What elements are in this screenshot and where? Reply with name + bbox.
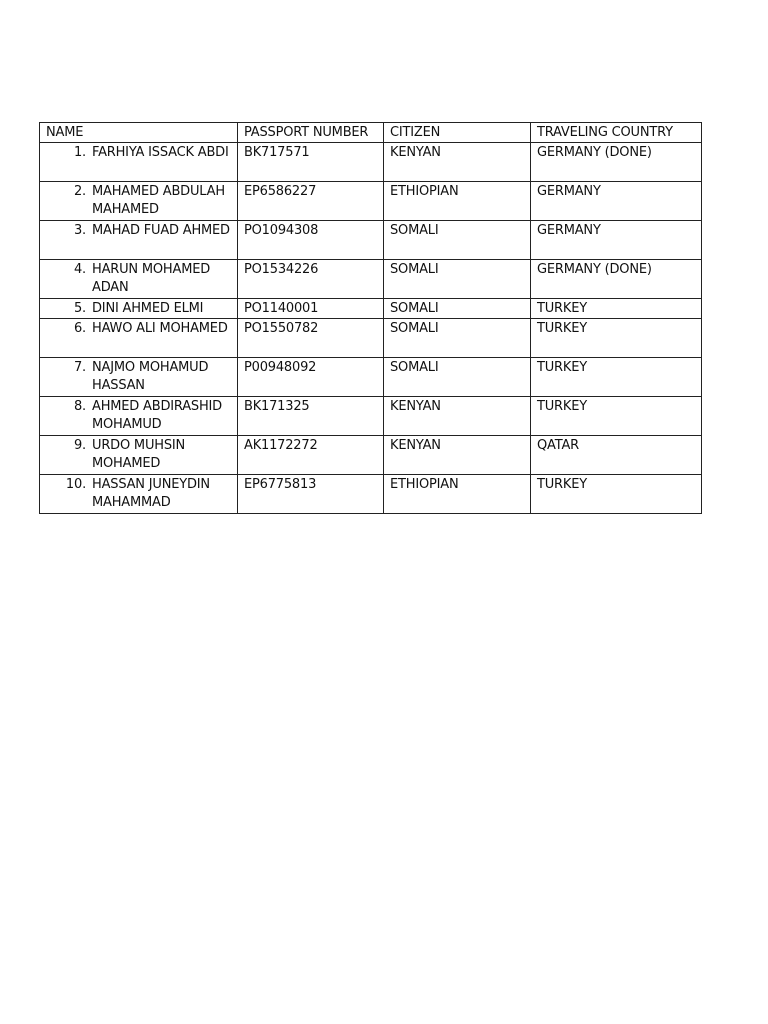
table-row xyxy=(40,143,702,182)
cell-passport: BK717571 xyxy=(238,143,384,182)
traveler-name: MAHAMED ABDULAH MAHAMED xyxy=(92,184,225,217)
cell-passport: EP6586227 xyxy=(238,182,384,221)
cell-name xyxy=(40,475,238,514)
cell-country: GERMANY (DONE) xyxy=(531,143,702,182)
cell-name xyxy=(40,299,238,319)
cell-citizen: SOMALI xyxy=(384,221,531,260)
cell-passport: AK1172272 xyxy=(238,436,384,475)
cell-passport: PO1550782 xyxy=(238,319,384,358)
row-number: 5. xyxy=(73,301,86,316)
cell-name xyxy=(40,260,238,299)
row-number: 2. xyxy=(73,184,86,199)
cell-citizen: SOMALI xyxy=(384,260,531,299)
table-row xyxy=(40,397,702,436)
cell-citizen: SOMALI xyxy=(384,319,531,358)
cell-citizen: KENYAN xyxy=(384,436,531,475)
traveler-name: FARHIYA ISSACK ABDI xyxy=(92,145,229,160)
row-number: 10. xyxy=(65,477,86,492)
cell-name xyxy=(40,319,238,358)
row-number: 4. xyxy=(73,262,86,277)
cell-country: TURKEY xyxy=(531,475,702,514)
cell-citizen: KENYAN xyxy=(384,397,531,436)
cell-country: GERMANY xyxy=(531,182,702,221)
cell-name xyxy=(40,221,238,260)
row-number: 6. xyxy=(73,321,86,336)
header-traveling-country: TRAVELING COUNTRY xyxy=(531,123,702,143)
cell-passport: EP6775813 xyxy=(238,475,384,514)
table-row xyxy=(40,358,702,397)
cell-passport: PO1534226 xyxy=(238,260,384,299)
cell-country: TURKEY xyxy=(531,319,702,358)
row-number: 3. xyxy=(73,223,86,238)
traveler-name: HASSAN JUNEYDIN MAHAMMAD xyxy=(92,477,210,510)
table-row xyxy=(40,436,702,475)
cell-passport: PO1140001 xyxy=(238,299,384,319)
cell-citizen: ETHIOPIAN xyxy=(384,475,531,514)
cell-citizen: ETHIOPIAN xyxy=(384,182,531,221)
table-header-row xyxy=(40,123,702,143)
cell-country: TURKEY xyxy=(531,358,702,397)
traveler-name: HAWO ALI MOHAMED xyxy=(92,321,228,336)
cell-country: GERMANY (DONE) xyxy=(531,260,702,299)
table-row xyxy=(40,319,702,358)
cell-passport: BK171325 xyxy=(238,397,384,436)
traveler-table xyxy=(39,122,702,514)
cell-name xyxy=(40,436,238,475)
header-name: NAME xyxy=(40,123,238,143)
table-body xyxy=(40,143,702,514)
row-number: 1. xyxy=(73,145,86,160)
cell-passport: PO1094308 xyxy=(238,221,384,260)
cell-country: GERMANY xyxy=(531,221,702,260)
cell-name xyxy=(40,397,238,436)
table-row xyxy=(40,475,702,514)
traveler-name: HARUN MOHAMED ADAN xyxy=(92,262,211,295)
cell-name xyxy=(40,358,238,397)
cell-citizen: KENYAN xyxy=(384,143,531,182)
cell-country: QATAR xyxy=(531,436,702,475)
table-row xyxy=(40,260,702,299)
header-passport-number: PASSPORT NUMBER xyxy=(238,123,384,143)
cell-name xyxy=(40,182,238,221)
traveler-name: NAJMO MOHAMUD HASSAN xyxy=(92,360,209,393)
table-row xyxy=(40,221,702,260)
row-number: 7. xyxy=(73,360,86,375)
cell-country: TURKEY xyxy=(531,397,702,436)
traveler-name: DINI AHMED ELMI xyxy=(92,301,204,316)
table-row xyxy=(40,182,702,221)
traveler-name: MAHAD FUAD AHMED xyxy=(92,223,230,238)
cell-name xyxy=(40,143,238,182)
row-number: 9. xyxy=(73,438,86,453)
cell-citizen: SOMALI xyxy=(384,299,531,319)
traveler-name: AHMED ABDIRASHID MOHAMUD xyxy=(92,399,222,432)
cell-citizen: SOMALI xyxy=(384,358,531,397)
cell-country: TURKEY xyxy=(531,299,702,319)
traveler-name: URDO MUHSIN MOHAMED xyxy=(92,438,186,471)
header-citizen: CITIZEN xyxy=(384,123,531,143)
row-number: 8. xyxy=(73,399,86,414)
cell-passport: P00948092 xyxy=(238,358,384,397)
table-row xyxy=(40,299,702,319)
